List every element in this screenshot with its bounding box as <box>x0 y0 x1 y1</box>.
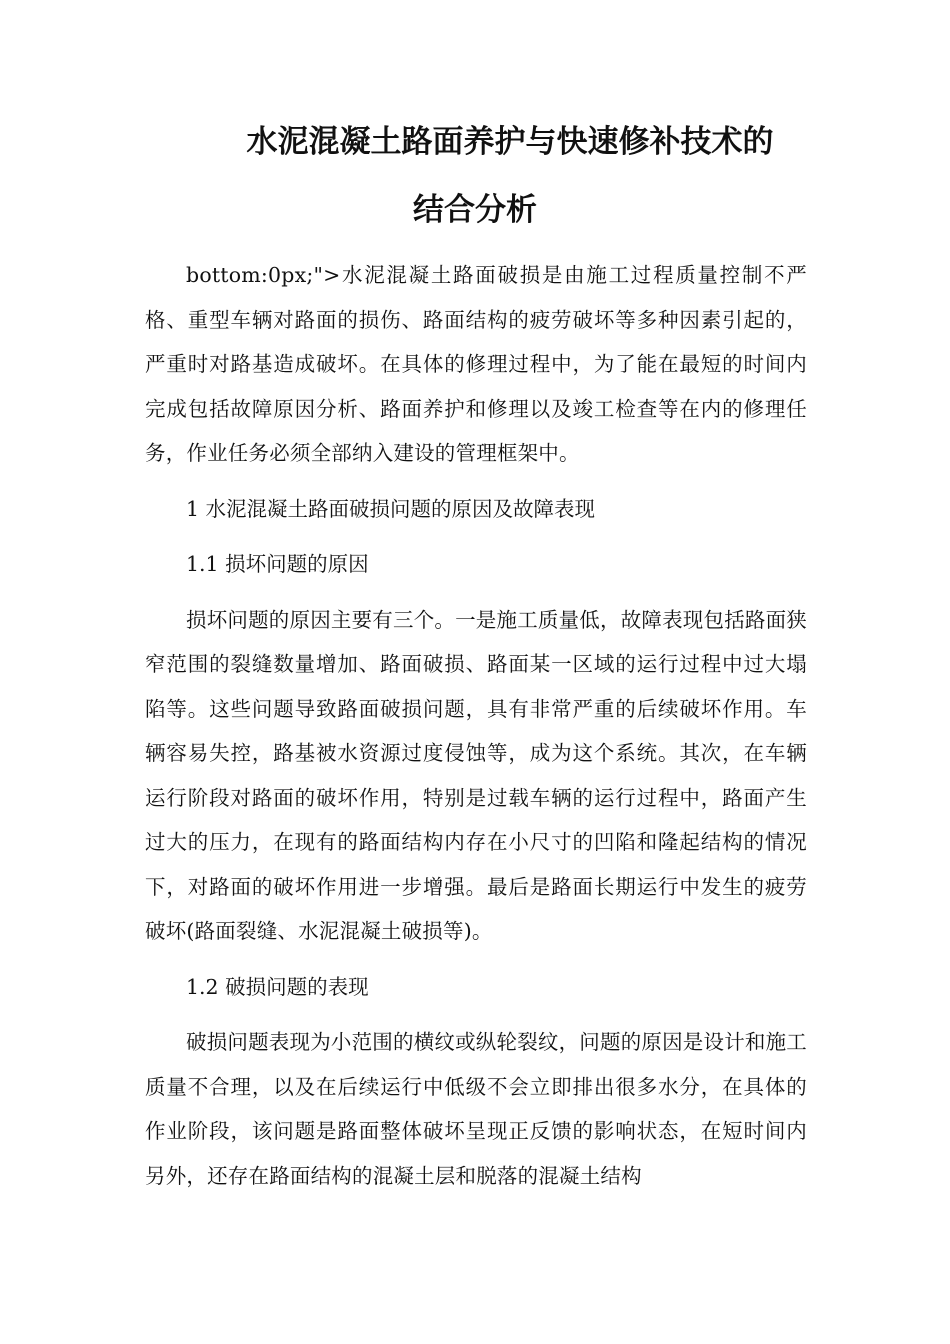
spacer <box>145 531 807 542</box>
section-1-heading: 1 水泥混凝土路面破损问题的原因及故障表现 <box>186 496 596 521</box>
document-title-line-2: 结合分析 <box>413 192 537 228</box>
spacer <box>145 587 807 598</box>
spacer <box>145 476 807 487</box>
intro-paragraph: bottom:0px;">水泥混凝土路面破损是由施工过程质量控制不严格、重型车辆对路面的损伤、路面结构的疲劳破坏等多种因素引起的，严重时对路基造成破坏。在具体的修理过程中，为了能在最短的时间内完成包括故障原因分析、路面养护和修理以及竣工检查等在内的修理任务，作业任务必须全部纳入建设的管理框架中。 <box>145 263 807 465</box>
section-1-2-paragraph: 破损问题表现为小范围的横纹或纵轮裂纹，问题的原因是设计和施工质量不合理，以及在后续运行中低级不会立即排出很多水分，在具体的作业阶段，该问题是路面整体破坏呈现正反馈的影响状态，在短时间内另外，还存在路面结构的混凝土层和脱落的混凝土结构 <box>145 1030 807 1188</box>
section-1-2-heading: 1.2 破损问题的表现 <box>186 974 369 999</box>
spacer <box>145 954 807 965</box>
document-title-line-1: 水泥混凝土路面养护与快速修补技术的 <box>246 124 774 160</box>
document-body <box>145 253 807 1198</box>
section-1-1-heading: 1.1 损坏问题的原因 <box>186 552 369 576</box>
spacer <box>145 1009 807 1020</box>
section-1-1-paragraph: 损坏问题的原因主要有三个。一是施工质量低，故障表现包括路面狭窄范围的裂缝数量增加、路面破损、路面某一区域的运行过程中过大塌陷等。这些问题导致路面破损问题，具有非常严重的后续破坏作用。车辆容易失控，路基被水资源过度侵蚀等，成为这个系统。其次，在车辆运行阶段对路面的破坏作用，特别是过载车辆的运行过程中，路面产生过大的压力，在现有的路面结构内存在小尺寸的凹陷和隆起结构的情况下，对路面的破坏作用进一步增强。最后是路面长期运行中发生的疲劳破坏(路面裂缝、水泥混凝土破损等)。 <box>145 607 807 943</box>
